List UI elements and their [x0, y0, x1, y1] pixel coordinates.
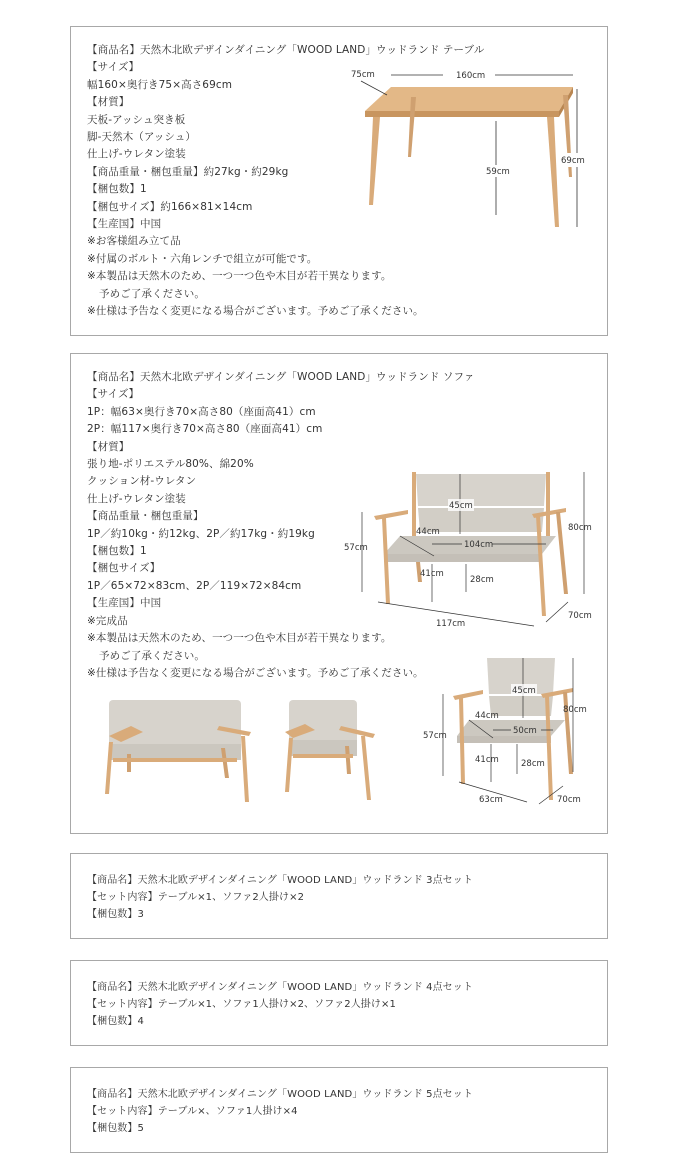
dim-arm-label: 57cm	[423, 731, 447, 741]
spec-line: 【サイズ】	[87, 388, 140, 401]
spec-line: ※お客様組み立て品	[87, 235, 181, 248]
spec-line: ※本製品は天然木のため、一つ一つ色や木目が若干異なります。	[87, 270, 392, 283]
spec-line: 【商品名】天然木北欧デザインダイニング「WOOD LAND」ウッドランド 5点セット	[87, 1089, 473, 1100]
spec-line: ※仕様は予告なく変更になる場合がございます。予めご了承ください。	[87, 666, 424, 679]
spec-line: ※完成品	[87, 614, 128, 627]
table-leg	[547, 117, 559, 227]
spec-line: 【梱包数】1	[87, 183, 147, 196]
spec-line: 【梱包数】1	[87, 545, 147, 558]
table-clearance-label: 59cm	[486, 167, 510, 177]
table-top-edge	[365, 111, 559, 117]
spec-line: 【セット内容】テーブル×1、ソファ1人掛け×2、ソファ2人掛け×1	[87, 999, 396, 1010]
spec-line: 【梱包サイズ】約166×81×14cm	[87, 200, 253, 213]
spec-line: 【材質】	[87, 440, 130, 453]
dim-under-label: 28cm	[470, 575, 494, 585]
table-width-label: 160cm	[456, 71, 486, 81]
dim-seat-height-label: 41cm	[475, 755, 499, 765]
spec-line: 【生産国】中国	[87, 597, 162, 610]
table-height-label: 69cm	[561, 156, 585, 166]
dim-seat-depth-label: 44cm	[475, 711, 499, 721]
spec-line: ※仕様は予告なく変更になる場合がございます。予めご了承ください。	[87, 305, 424, 318]
dim-width-label: 117cm	[436, 619, 466, 629]
table-spec-box	[70, 26, 608, 336]
sofa-2p-dimension-figure	[344, 466, 606, 636]
dim-height-label: 80cm	[568, 523, 592, 533]
spec-line: 【梱包数】4	[87, 1016, 144, 1027]
sofa-spec-box	[70, 353, 608, 834]
spec-line: 【梱包数】3	[87, 909, 144, 920]
dim-under-label: 28cm	[521, 759, 545, 769]
spec-line: 【セット内容】テーブル×1、ソファ2人掛け×2	[87, 892, 305, 903]
spec-line: 2P：幅117×奥行き70×高さ80（座面高41）cm	[87, 423, 323, 436]
spec-line: 予めご了承ください。	[99, 649, 205, 662]
dim-arm-label: 57cm	[344, 543, 368, 553]
sofa-1p-back-photo	[283, 696, 383, 806]
sofa-2p-back-photo	[103, 696, 253, 816]
spec-line: 【商品名】天然木北欧デザインダイニング「WOOD LAND」ウッドランド テーブル	[87, 44, 485, 56]
dim-seat-width-label: 50cm	[513, 726, 537, 736]
spec-line: 【梱包サイズ】	[87, 562, 161, 575]
dim-depth-label: 70cm	[557, 795, 581, 805]
dim-width-label: 63cm	[479, 795, 503, 805]
spec-line: 【サイズ】	[87, 61, 140, 74]
spec-line: 張り地-ポリエステル80%、綿20%	[87, 458, 254, 471]
spec-line: ※付属のボルト・六角レンチで組立が可能です。	[87, 252, 318, 265]
spec-line: 仕上げ-ウレタン塗装	[87, 148, 186, 161]
spec-line: クッション材-ウレタン	[87, 475, 197, 488]
spec-line: 【商品重量・梱包重量】約27kg・約29kg	[87, 165, 289, 178]
spec-line: 【梱包数】5	[87, 1123, 144, 1134]
sofa-arm	[374, 510, 408, 520]
sofa-arm	[453, 690, 483, 700]
spec-line: 幅160×奥行き75×高さ69cm	[87, 78, 233, 91]
dim-seat-width-label: 104cm	[464, 540, 494, 550]
spec-line: 【商品名】天然木北欧デザインダイニング「WOOD LAND」ウッドランド ソファ	[87, 371, 475, 383]
table-top	[365, 87, 573, 111]
set-5-list	[87, 1086, 473, 1137]
dim-seat-height-label: 41cm	[420, 569, 444, 579]
spec-line: 仕上げ-ウレタン塗装	[87, 492, 186, 505]
set-4-box	[70, 960, 608, 1046]
set-3-list	[87, 872, 473, 923]
spec-line: 【商品名】天然木北欧デザインダイニング「WOOD LAND」ウッドランド 4点セット	[87, 982, 473, 993]
spec-line: 【材質】	[87, 96, 130, 109]
set-5-box	[70, 1067, 608, 1153]
spec-line: 【生産国】中国	[87, 218, 162, 231]
spec-line: 脚-天然木（アッシュ）	[87, 131, 196, 144]
sofa-1p-dimension-figure	[423, 654, 593, 814]
spec-line: 【商品重量・梱包重量】	[87, 510, 204, 523]
spec-line: 1P／65×72×83cm、2P／119×72×84cm	[87, 579, 302, 592]
dim-depth-label: 70cm	[568, 611, 592, 621]
set-4-list	[87, 979, 473, 1030]
set-3-box	[70, 853, 608, 939]
sofa-back-cushion	[416, 474, 546, 506]
table-leg	[369, 117, 380, 205]
dim-back-label: 45cm	[512, 686, 536, 696]
table-dimension-figure	[351, 67, 585, 237]
spec-line: 1P／約10kg・約12kg、2P／約17kg・約19kg	[87, 527, 315, 540]
dim-seat-depth-label: 44cm	[416, 527, 440, 537]
table-depth-label: 75cm	[351, 70, 375, 80]
spec-line: 【商品名】天然木北欧デザインダイニング「WOOD LAND」ウッドランド 3点セット	[87, 875, 473, 886]
spec-line: 1P：幅63×奥行き70×高さ80（座面高41）cm	[87, 405, 316, 418]
spec-line: 【セット内容】テーブル×、ソファ1人掛け×4	[87, 1106, 298, 1117]
spec-line: 天板-アッシュ突き板	[87, 113, 186, 126]
dim-back-label: 45cm	[449, 501, 473, 511]
spec-line: ※本製品は天然木のため、一つ一つ色や木目が若干異なります。	[87, 632, 392, 645]
dim-height-label: 80cm	[563, 705, 587, 715]
spec-line: 予めご了承ください。	[99, 287, 205, 300]
